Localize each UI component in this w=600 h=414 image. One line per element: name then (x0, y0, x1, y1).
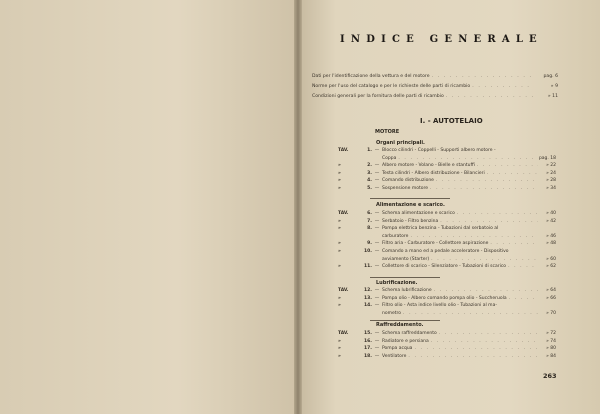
toc-row (338, 346, 556, 354)
intro-row (312, 84, 558, 94)
entry-dash: — (374, 241, 380, 247)
plate-number: 5. (367, 185, 372, 191)
entry-dash: — (374, 163, 380, 169)
plate-number: 16. (364, 338, 372, 344)
entry-description: Sospensione motore (382, 185, 429, 191)
entry-dash: — (374, 331, 380, 336)
entry-description: nometro (382, 310, 402, 316)
tav-label: » (338, 295, 341, 301)
entry-description: Coppa (382, 155, 397, 161)
leader-dots (446, 94, 534, 99)
entry-description: Schema lubrificazione (382, 288, 432, 293)
entry-description: carburatore (382, 233, 409, 239)
leader-dots (432, 74, 534, 79)
toc-row (338, 249, 556, 257)
entry-dash: — (374, 346, 380, 352)
group-list-alimentazione (338, 211, 556, 272)
entry-description: avviamento (Starter) (382, 256, 430, 262)
toc-row (338, 311, 556, 319)
entry-description: Radiatore e persiana (382, 338, 429, 344)
group-heading: Lubrificazione. (376, 280, 418, 286)
tav-label: » (338, 353, 341, 359)
entry-page: » 48 (546, 241, 556, 247)
plate-number: 15. (364, 331, 372, 336)
leader-dots (440, 219, 538, 224)
toc-row (338, 303, 556, 311)
toc-row (338, 264, 556, 272)
plate-number: 12. (364, 288, 372, 293)
entry-dash: — (374, 338, 380, 344)
entry-dash: — (374, 264, 380, 270)
entry-dash: — (374, 288, 380, 293)
plate-number: 9. (367, 241, 372, 247)
group-heading: Raffreddamento. (376, 322, 424, 328)
tav-label: » (338, 163, 341, 169)
plate-number: 11. (364, 264, 372, 270)
entry-description: Schema raffreddamento (382, 331, 437, 336)
tav-label: » (338, 338, 341, 344)
plate-number: 3. (367, 170, 372, 176)
leader-dots (431, 339, 538, 344)
toc-row (338, 241, 556, 249)
plate-number: 13. (364, 295, 372, 301)
entry-dash: — (374, 303, 380, 309)
leader-dots (408, 354, 538, 359)
entry-page: » 70 (546, 310, 556, 316)
entry-description: Pompa olio - Albero comando pompa olio - Succheruola (382, 295, 507, 301)
group-list-lubrificazione (338, 288, 556, 318)
entry-dash: — (374, 178, 380, 184)
group-list-raffreddamento (338, 331, 556, 361)
toc-row (338, 354, 556, 362)
entry-description: Filtro olio - Asta indice livello olio - Tubazioni al ma- (382, 303, 497, 309)
plate-number: 8. (367, 226, 372, 232)
entry-page: » 60 (546, 256, 556, 262)
toc-row (338, 186, 556, 194)
group-heading: Organi principali. (376, 140, 425, 146)
entry-dash: — (374, 248, 380, 254)
leader-dots (414, 346, 538, 351)
intro-text: Dati per l'identificazione della vettura e del motore (312, 74, 430, 79)
entry-page: » 80 (546, 346, 556, 352)
entry-dash: — (374, 185, 380, 191)
intro-text: Condizioni generali per la fornitura delle parti di ricambio (312, 94, 444, 99)
intro-row (312, 74, 558, 84)
toc-row (338, 331, 556, 339)
toc-row (338, 288, 556, 296)
leader-dots (477, 163, 538, 168)
toc-row (338, 226, 556, 234)
tav-label: » (338, 185, 341, 191)
left-page-blank (0, 0, 296, 414)
entry-page: » 34 (546, 185, 556, 191)
entry-page: » 46 (546, 233, 556, 239)
plate-number: 18. (364, 353, 372, 359)
entry-page: » 28 (546, 178, 556, 184)
entry-description: Filtro aria - Carburatore - Collettore aspirazione (382, 241, 489, 247)
entry-page: » 66 (546, 295, 556, 301)
intro-page: » 11 (547, 94, 558, 99)
tav-label: TAV. (338, 288, 349, 293)
entry-page: » 62 (546, 264, 556, 270)
intro-row (312, 94, 558, 104)
entry-description: Blocco cilindri - Coppelli - Supporti albero motore - (382, 148, 496, 153)
entry-page: » 22 (546, 163, 556, 169)
leader-dots (490, 241, 538, 246)
leader-dots (431, 257, 538, 262)
toc-row (338, 211, 556, 219)
leader-dots (398, 156, 537, 161)
motore-heading: MOTORE (375, 129, 400, 135)
plate-number: 14. (364, 303, 372, 309)
leader-dots (403, 311, 538, 316)
tav-label: » (338, 346, 341, 352)
leader-dots (508, 264, 538, 269)
leader-dots (457, 211, 538, 216)
entry-page: » 42 (546, 218, 556, 224)
intro-list (312, 74, 558, 104)
toc-row (338, 163, 556, 171)
tav-label: » (338, 218, 341, 224)
entry-dash: — (374, 148, 380, 153)
plate-number: 7. (367, 218, 372, 224)
entry-page: » 84 (546, 353, 556, 359)
entry-description: Albero motore - Volano - Bielle e stantuffi (382, 163, 475, 169)
entry-page: » 74 (546, 338, 556, 344)
plate-number: 6. (367, 211, 372, 216)
entry-page: » 24 (546, 170, 556, 176)
plate-number: 17. (364, 346, 372, 352)
leader-dots (410, 234, 538, 239)
page-title: INDICE GENERALE (340, 34, 543, 45)
tav-label: TAV. (338, 211, 349, 216)
entry-description: Ventilatore (382, 353, 407, 359)
tav-label: » (338, 226, 341, 232)
entry-dash: — (374, 226, 380, 232)
plate-number: 1. (367, 148, 372, 153)
book-gutter (294, 0, 302, 414)
tav-label: » (338, 178, 341, 184)
entry-page: » 40 (546, 211, 556, 216)
entry-dash: — (374, 170, 380, 176)
entry-dash: — (374, 211, 380, 216)
intro-page: » 9 (550, 84, 558, 89)
tav-label: » (338, 170, 341, 176)
divider-rule (370, 320, 440, 321)
tav-label: » (338, 264, 341, 270)
leader-dots (439, 331, 538, 336)
tav-label: » (338, 241, 341, 247)
leader-dots (509, 296, 538, 301)
tav-label: TAV. (338, 331, 349, 336)
entry-description: Pompa acqua (382, 346, 413, 352)
entry-dash: — (374, 218, 380, 224)
entry-description: Collettore di scarico - Silenziatore - Tubazioni di scarico (382, 264, 507, 270)
entry-description: Testa cilindri - Albero distribuzione - Bilancieri (382, 170, 485, 176)
tav-label: » (338, 303, 341, 309)
toc-row (338, 178, 556, 186)
divider-rule (370, 198, 450, 199)
leader-dots (472, 84, 534, 89)
leader-dots (487, 171, 538, 176)
section-heading: I. - AUTOTELAIO (420, 117, 483, 125)
plate-number: 10. (364, 248, 372, 254)
plate-number: 4. (367, 178, 372, 184)
page-number: 263 (543, 372, 557, 380)
entry-description: Schema alimentazione e scarico (382, 211, 455, 216)
entry-description: Serbatoio - Filtro benzina (382, 218, 439, 224)
entry-description: Comando distribuzione (382, 178, 434, 184)
leader-dots (434, 288, 538, 293)
leader-dots (430, 186, 538, 191)
entry-dash: — (374, 353, 380, 359)
toc-row (338, 148, 556, 156)
entry-dash: — (374, 295, 380, 301)
divider-rule (370, 277, 440, 278)
entry-page: pag. 18 (538, 155, 556, 161)
group-heading: Alimentazione e scarico. (376, 202, 445, 208)
tav-label: » (338, 248, 341, 254)
intro-text: Norme per l'uso del catalogo e per le richieste delle parti di ricambio (312, 84, 471, 89)
entry-description: Comando a mano ed a pedale acceleratore - Dispositivo (382, 248, 509, 254)
plate-number: 2. (367, 163, 372, 169)
tav-label: TAV. (338, 148, 349, 153)
leader-dots (436, 178, 538, 183)
group-list-organi (338, 148, 556, 194)
intro-page: pag. 6 (543, 74, 558, 79)
entry-description: Pompa elettrica benzina - Tubazioni dal serbatoio al (382, 226, 499, 232)
entry-page: » 72 (546, 331, 556, 336)
entry-page: » 64 (546, 288, 556, 293)
